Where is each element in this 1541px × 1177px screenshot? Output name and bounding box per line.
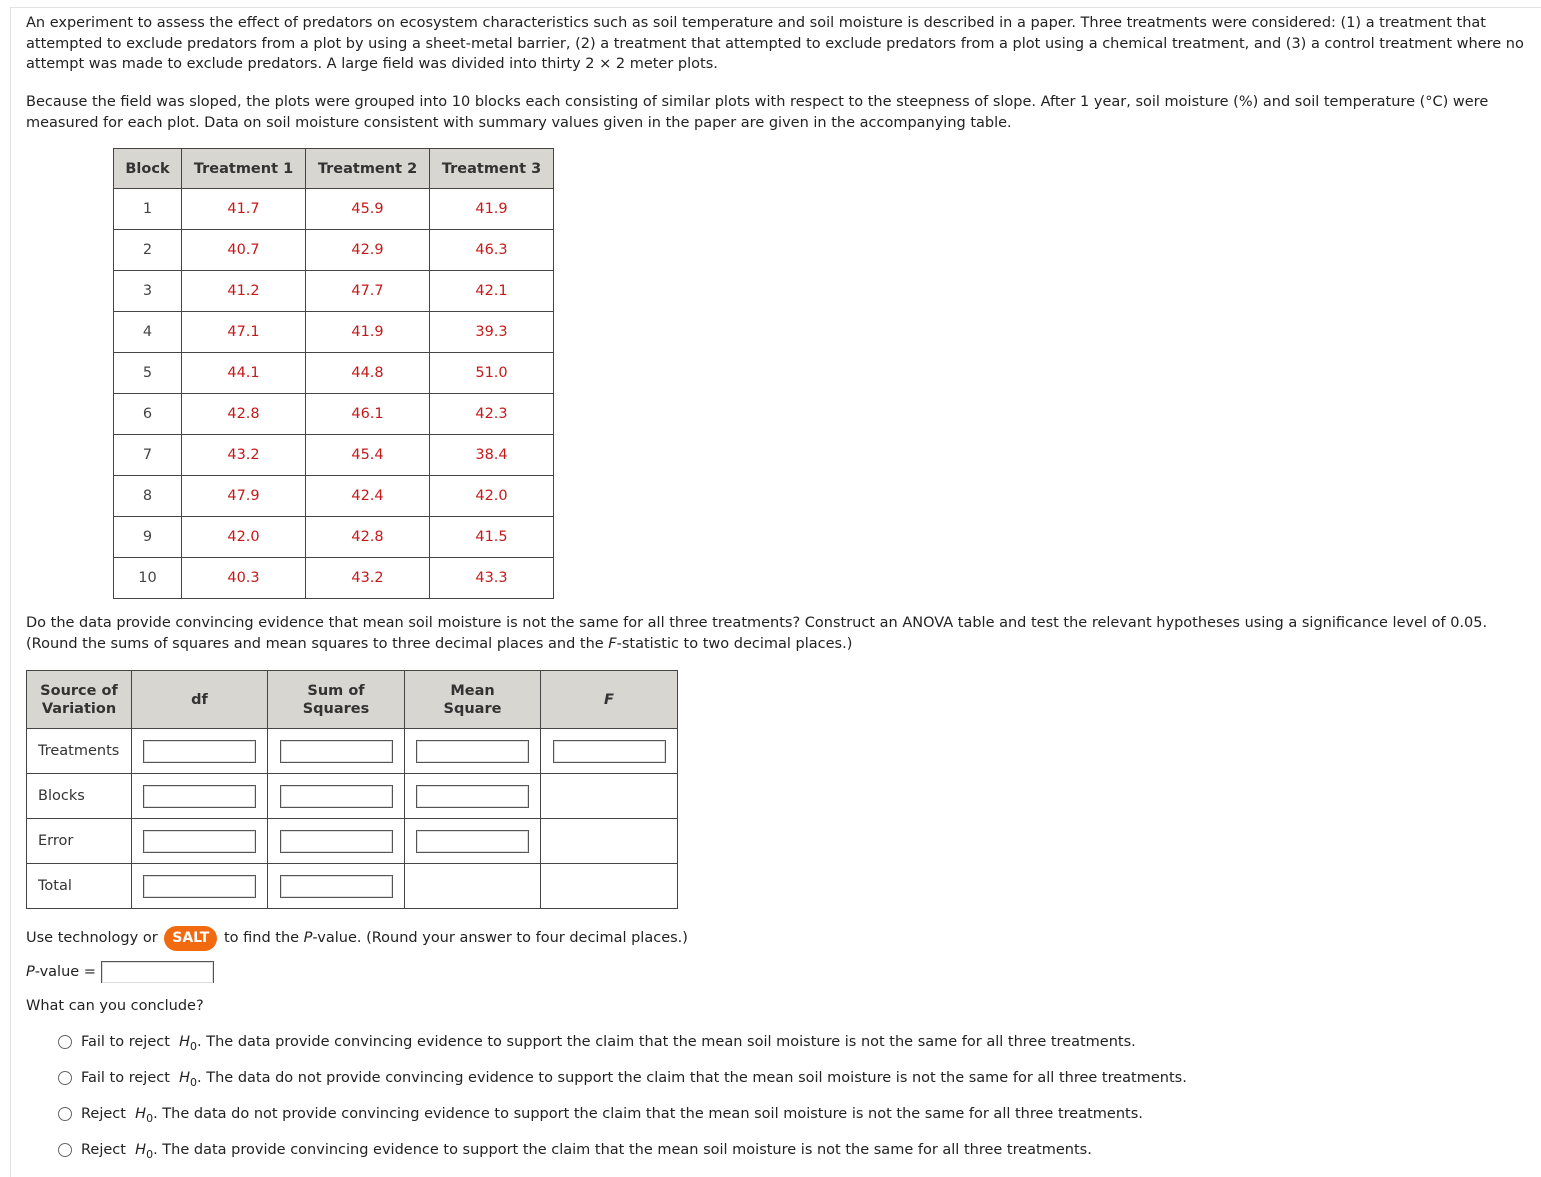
treatments-ss-cell [268,729,405,774]
header-treatment-1: Treatment 1 [182,149,306,189]
error-df-cell [132,819,268,864]
option-text [81,1068,1187,1088]
h-symbol: H [135,1106,147,1122]
question-text [26,613,1531,654]
blocks-ss-input[interactable] [280,785,393,808]
question-line-2 [26,634,1531,655]
data-table-row [114,394,554,435]
pvalue-field-row [26,961,214,983]
error-ms-input[interactable] [416,830,529,853]
header-df: df [132,671,268,729]
anova-table [26,670,678,909]
pvalue-instruction-pre: Use technology or [26,930,158,946]
treatments-ss-input[interactable] [280,740,393,763]
pvalue-instruction-post-pre: to find the [223,930,304,946]
treatments-f-input[interactable] [553,740,666,763]
moisture-value-cell: 43.2 [306,558,430,599]
total-ss-input[interactable] [280,875,393,898]
data-table-row [114,353,554,394]
treatments-df-cell [132,729,268,774]
option-action: Reject [81,1142,131,1158]
conclusion-option-4[interactable] [58,1140,1092,1160]
h-symbol: H [179,1034,191,1050]
moisture-value-cell: 39.3 [430,312,554,353]
intro-paragraph-2: Because the field was sloped, the plots were grouped into 10 blocks each consisting of similar plots with respect to the steepness of slope. After 1 year, soil moisture (%) and soil temperature (°C) were measured for each plot. Data on soil moisture consistent with summary values given in the paper are given in the accompanying table. [26,94,1489,131]
blocks-ss-cell [268,774,405,819]
header-source-of-variation [27,671,132,729]
moisture-value-cell: 42.8 [182,394,306,435]
total-df-cell [132,864,268,909]
moisture-value-cell: 47.1 [182,312,306,353]
row-label-blocks: Blocks [27,774,132,819]
block-number-cell: 8 [114,476,182,517]
radio-button[interactable] [58,1071,72,1085]
row-label-error: Error [27,819,132,864]
moisture-value-cell: 42.1 [430,271,554,312]
question-line-2-pre: (Round the sums of squares and mean squares to three decimal places and the [26,635,609,652]
option-text [81,1104,1143,1124]
moisture-value-cell: 41.5 [430,517,554,558]
moisture-value-cell: 42.0 [430,476,554,517]
moisture-value-cell: 46.3 [430,230,554,271]
data-table-row [114,558,554,599]
salt-button[interactable]: SALT [164,926,217,951]
header-treatment-2: Treatment 2 [306,149,430,189]
header-mean-square [405,671,541,729]
anova-row-blocks [27,774,678,819]
option-statement: . The data provide convincing evidence to support the claim that the mean soil moisture is not the same for all three treatments. [153,1142,1092,1158]
header-f-symbol: F [604,691,614,708]
total-df-input[interactable] [143,875,256,898]
moisture-value-cell: 42.9 [306,230,430,271]
header-ss-line-1: Sum of [307,682,365,699]
soil-moisture-data-table [113,148,554,599]
anova-row-total [27,864,678,909]
blocks-ms-cell [405,774,541,819]
blocks-ms-input[interactable] [416,785,529,808]
blocks-df-input[interactable] [143,785,256,808]
row-label-treatments: Treatments [27,729,132,774]
treatments-f-cell [541,729,678,774]
block-number-cell: 10 [114,558,182,599]
header-source-line-1: Source of [40,682,118,699]
moisture-value-cell: 42.3 [430,394,554,435]
h-subscript: 0 [190,1076,198,1089]
block-number-cell: 6 [114,394,182,435]
row-label-total: Total [27,864,132,909]
moisture-value-cell: 47.9 [182,476,306,517]
treatments-ms-cell [405,729,541,774]
moisture-value-cell: 44.1 [182,353,306,394]
conclusion-option-2[interactable] [58,1068,1187,1088]
moisture-value-cell: 51.0 [430,353,554,394]
h-subscript: 0 [190,1040,198,1053]
intro-paragraph-1: An experiment to assess the effect of predators on ecosystem characteristics such as soil temperature and soil moisture is described in a paper. Three treatments were considered: (1) a treatment that attempted to exclude predators from a plot by using a sheet-metal barrier, (2) a treatment that attempted to exclude predators from a plot using a chemical treatment, and (3) a control treatment where no attempt was made to exclude predators. A large field was divided into thirty 2 × 2 meter plots. [26,15,1524,72]
left-border [10,7,11,1177]
blocks-df-cell [132,774,268,819]
option-action: Reject [81,1106,131,1122]
question-line-2-post: -statistic to two decimal places.) [616,635,853,652]
radio-button[interactable] [58,1035,72,1049]
error-f-empty-cell [541,819,678,864]
h-symbol: H [179,1070,191,1086]
moisture-value-cell: 47.7 [306,271,430,312]
top-border [10,7,1541,8]
pvalue-instruction-p-symbol: P [303,930,313,946]
option-text [81,1140,1092,1160]
treatments-df-input[interactable] [143,740,256,763]
total-ms-empty-cell [405,864,541,909]
radio-button[interactable] [58,1143,72,1157]
moisture-value-cell: 41.9 [430,189,554,230]
moisture-value-cell: 40.3 [182,558,306,599]
data-table-row [114,517,554,558]
block-number-cell: 5 [114,353,182,394]
block-number-cell: 4 [114,312,182,353]
option-statement: . The data do not provide convincing evidence to support the claim that the mean soil moisture is not the same for all three treatments. [197,1070,1187,1086]
moisture-value-cell: 45.9 [306,189,430,230]
data-table-row [114,271,554,312]
question-line-1: Do the data provide convincing evidence that mean soil moisture is not the same for all three treatments? Construct an ANOVA table and test the relevant hypotheses using a significance level of 0.05. [26,615,1488,631]
header-ms-line-1: Mean [450,682,495,699]
header-ss-line-2: Squares [302,700,370,717]
moisture-value-cell: 43.2 [182,435,306,476]
pvalue-label: -value = [34,964,96,980]
header-block: Block [114,149,182,189]
block-number-cell: 9 [114,517,182,558]
h-subscript: 0 [146,1148,154,1161]
option-text [81,1032,1136,1052]
h-subscript: 0 [146,1112,154,1125]
moisture-value-cell: 41.9 [306,312,430,353]
option-statement: . The data provide convincing evidence to support the claim that the mean soil moisture is not the same for all three treatments. [197,1034,1136,1050]
pvalue-input[interactable] [101,961,214,983]
anova-row-treatments [27,729,678,774]
moisture-value-cell: 41.2 [182,271,306,312]
total-ss-cell [268,864,405,909]
data-table-row [114,476,554,517]
header-f [541,671,678,729]
conclusion-option-3[interactable] [58,1104,1143,1124]
moisture-value-cell: 42.0 [182,517,306,558]
data-table-row [114,435,554,476]
conclusion-option-1[interactable] [58,1032,1136,1052]
option-action: Fail to reject [81,1070,175,1086]
radio-button[interactable] [58,1107,72,1121]
blocks-f-empty-cell [541,774,678,819]
h-symbol: H [135,1142,147,1158]
moisture-value-cell: 44.8 [306,353,430,394]
total-f-empty-cell [541,864,678,909]
data-table-row [114,230,554,271]
moisture-value-cell: 42.8 [306,517,430,558]
error-ms-cell [405,819,541,864]
option-statement: . The data do not provide convincing evidence to support the claim that the mean soil moisture is not the same for all three treatments. [153,1106,1143,1122]
data-table-row [114,189,554,230]
moisture-value-cell: 38.4 [430,435,554,476]
error-ss-cell [268,819,405,864]
error-df-input[interactable] [143,830,256,853]
header-sum-of-squares [268,671,405,729]
data-table-row [114,312,554,353]
moisture-value-cell: 40.7 [182,230,306,271]
anova-row-error [27,819,678,864]
block-number-cell: 3 [114,271,182,312]
pvalue-instruction [26,925,688,951]
data-table-header-row [114,149,554,189]
option-action: Fail to reject [81,1034,175,1050]
error-ss-input[interactable] [280,830,393,853]
question-f-symbol: F [608,635,617,652]
conclusion-prompt: What can you conclude? [26,998,204,1014]
moisture-value-cell: 43.3 [430,558,554,599]
moisture-value-cell: 46.1 [306,394,430,435]
block-number-cell: 1 [114,189,182,230]
moisture-value-cell: 41.7 [182,189,306,230]
header-treatment-3: Treatment 3 [430,149,554,189]
header-ms-line-2: Square [443,700,502,717]
block-number-cell: 2 [114,230,182,271]
moisture-value-cell: 45.4 [306,435,430,476]
block-number-cell: 7 [114,435,182,476]
moisture-value-cell: 42.4 [306,476,430,517]
header-source-line-2: Variation [41,700,117,717]
pvalue-instruction-post: -value. (Round your answer to four decimal places.) [312,930,688,946]
treatments-ms-input[interactable] [416,740,529,763]
pvalue-label-p: P [26,964,35,980]
anova-header-row [27,671,678,729]
